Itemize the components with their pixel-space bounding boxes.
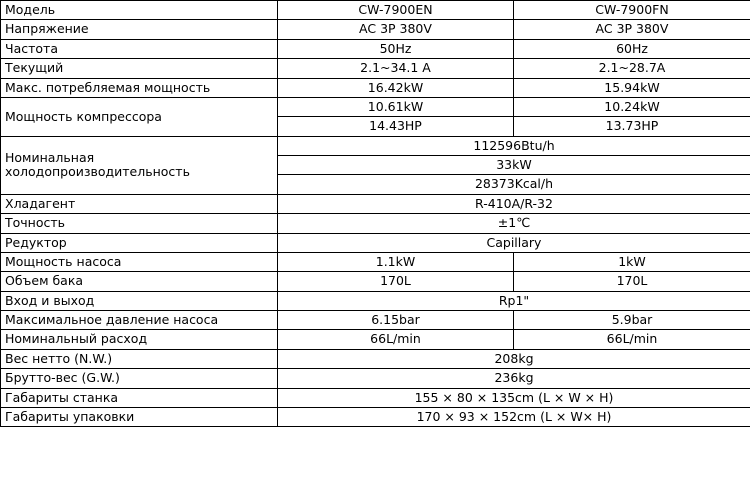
row-value-span: R-410A/R-32	[278, 194, 750, 213]
row-value-a: 66L/min	[278, 330, 514, 349]
row-label: Габариты станка	[1, 388, 278, 407]
row-label: Хладагент	[1, 194, 278, 213]
row-label: Номинальный расход	[1, 330, 278, 349]
table-row	[1, 311, 750, 330]
row-label: Частота	[1, 39, 278, 58]
row-value-span: 33kW	[278, 156, 750, 175]
row-label: Мощность насоса	[1, 252, 278, 271]
row-value-a: 170L	[278, 272, 514, 291]
table-row	[1, 369, 750, 388]
table-row	[1, 291, 750, 310]
table-row	[1, 233, 750, 252]
row-value-span: Capillary	[278, 233, 750, 252]
table-row	[1, 272, 750, 291]
table-row	[1, 407, 750, 426]
row-value-b: 13.73HP	[514, 117, 750, 136]
row-value-span: 112596Btu/h	[278, 136, 750, 155]
row-value-a: 10.61kW	[278, 97, 514, 116]
row-value-b: AC 3P 380V	[514, 20, 750, 39]
table-row	[1, 59, 750, 78]
row-label: Объем бака	[1, 272, 278, 291]
row-label: Максимальное давление насоса	[1, 311, 278, 330]
row-value-span: 28373Kcal/h	[278, 175, 750, 194]
row-value-b: 60Hz	[514, 39, 750, 58]
row-value-a: 16.42kW	[278, 78, 514, 97]
table-row	[1, 388, 750, 407]
row-label: Вход и выход	[1, 291, 278, 310]
table-row	[1, 97, 750, 116]
table-row	[1, 78, 750, 97]
row-value-a: CW-7900EN	[278, 1, 514, 20]
specification-table-body	[1, 1, 750, 427]
row-value-span: Rp1"	[278, 291, 750, 310]
row-value-b: 5.9bar	[514, 311, 750, 330]
row-value-a: 2.1~34.1 A	[278, 59, 514, 78]
row-value-b: 15.94kW	[514, 78, 750, 97]
row-label: Точность	[1, 214, 278, 233]
row-label: Текущий	[1, 59, 278, 78]
row-value-span: ±1℃	[278, 214, 750, 233]
row-label: Вес нетто (N.W.)	[1, 349, 278, 368]
row-value-b: 1kW	[514, 252, 750, 271]
row-label: Макс. потребляемая мощность	[1, 78, 278, 97]
row-value-b: 66L/min	[514, 330, 750, 349]
row-label: Редуктор	[1, 233, 278, 252]
row-value-b: CW-7900FN	[514, 1, 750, 20]
row-value-b: 170L	[514, 272, 750, 291]
table-row	[1, 1, 750, 20]
table-row	[1, 39, 750, 58]
table-row	[1, 349, 750, 368]
row-value-span: 208kg	[278, 349, 750, 368]
table-row	[1, 20, 750, 39]
table-row	[1, 214, 750, 233]
row-label: Мощность компрессора	[1, 97, 278, 136]
row-value-span: 236kg	[278, 369, 750, 388]
row-value-span: 170 × 93 × 152cm (L × W× H)	[278, 407, 750, 426]
table-row	[1, 330, 750, 349]
row-label: Номинальная холодопроизводительность	[1, 136, 278, 194]
row-value-a: 6.15bar	[278, 311, 514, 330]
table-row	[1, 252, 750, 271]
row-value-a: 50Hz	[278, 39, 514, 58]
row-value-b: 2.1~28.7A	[514, 59, 750, 78]
table-row	[1, 136, 750, 155]
row-label: Брутто-вес (G.W.)	[1, 369, 278, 388]
row-value-a: 1.1kW	[278, 252, 514, 271]
row-value-a: AC 3P 380V	[278, 20, 514, 39]
row-label: Напряжение	[1, 20, 278, 39]
row-value-a: 14.43HP	[278, 117, 514, 136]
row-label: Габариты упаковки	[1, 407, 278, 426]
table-row	[1, 194, 750, 213]
row-label: Модель	[1, 1, 278, 20]
row-value-span: 155 × 80 × 135cm (L × W × H)	[278, 388, 750, 407]
row-value-b: 10.24kW	[514, 97, 750, 116]
